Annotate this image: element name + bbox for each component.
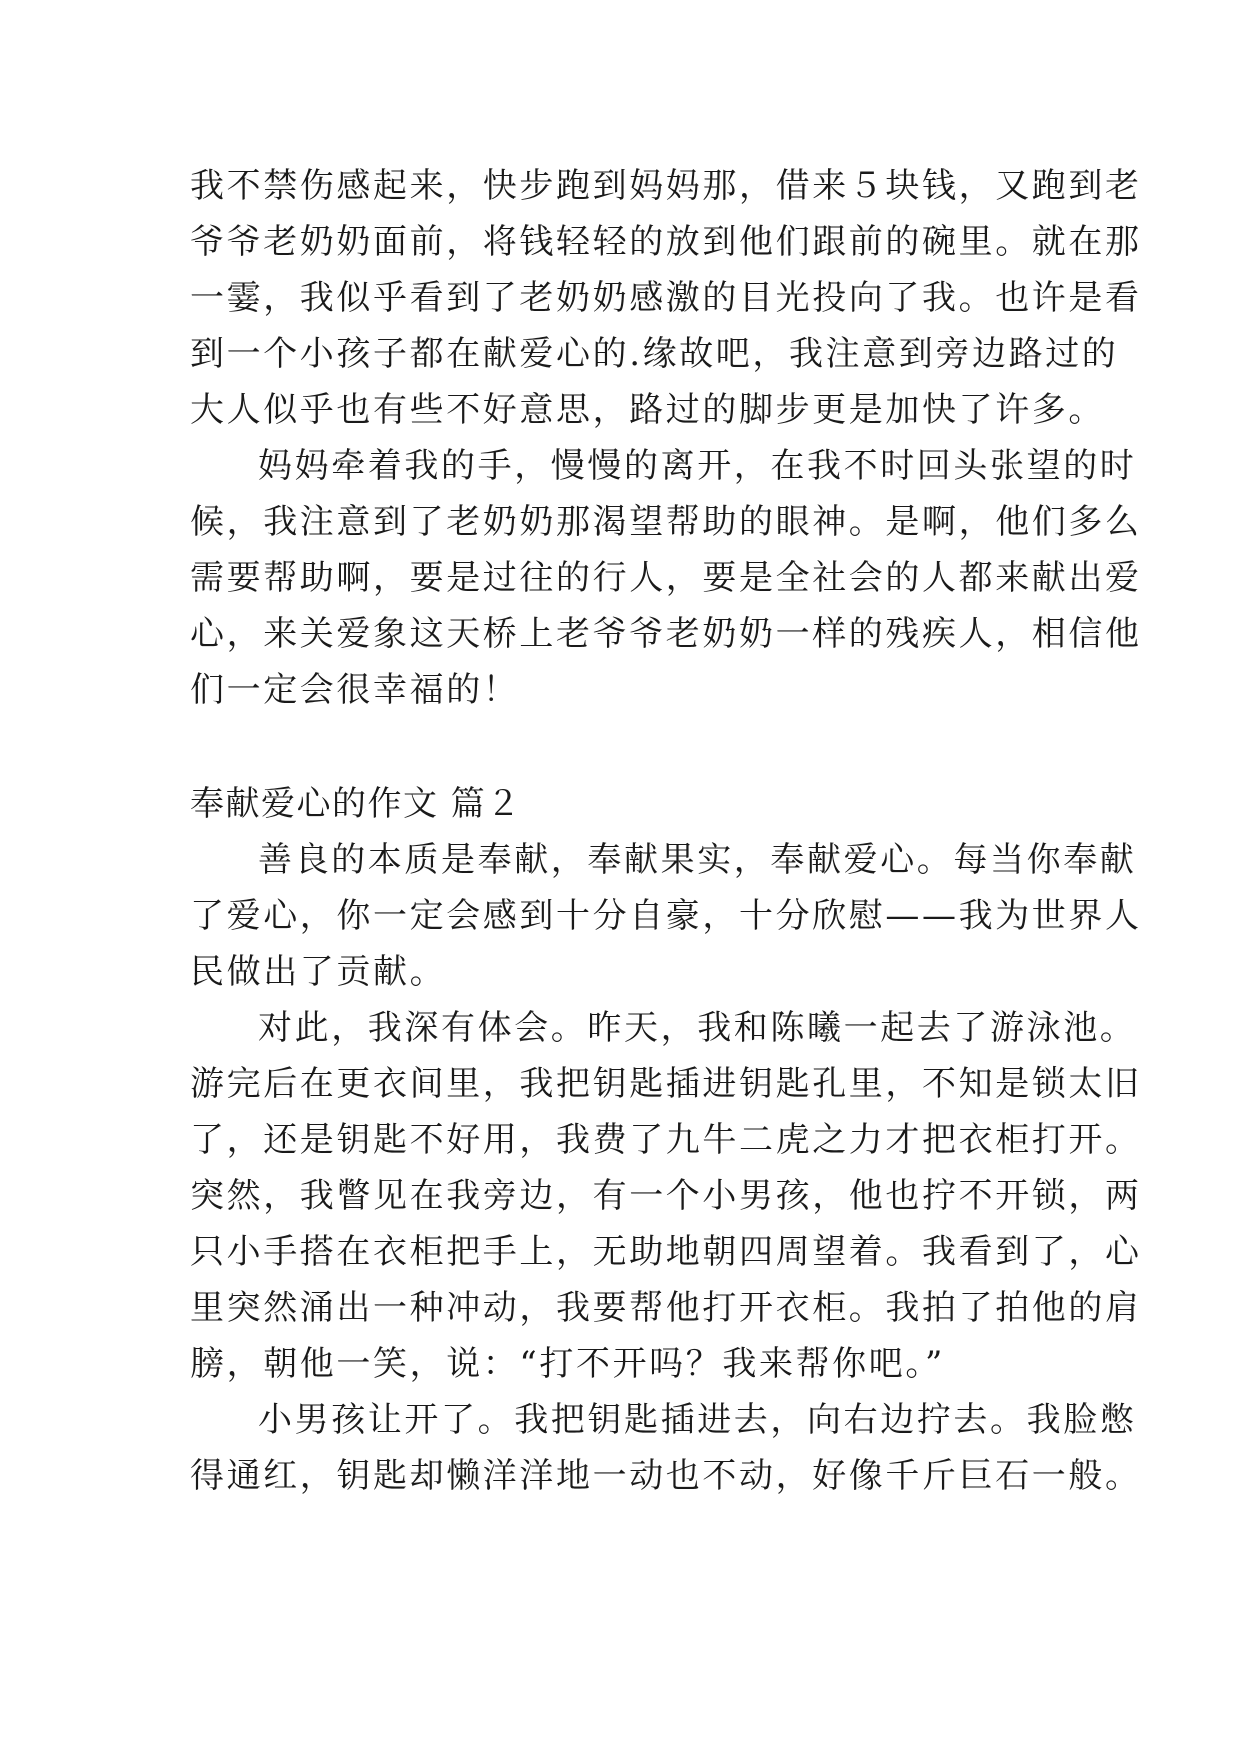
text-line: 爷爷老奶奶面前，将钱轻轻的放到他们跟前的碗里。就在那: [190, 222, 1142, 262]
text-line: 一霎，我似乎看到了老奶奶感激的目光投向了我。也许是看: [190, 278, 1142, 318]
text-line: 我不禁伤感起来，快步跑到妈妈那，借来５块钱，又跑到老: [190, 166, 1142, 206]
text-line: 游完后在更衣间里，我把钥匙插进钥匙孔里，不知是锁太旧: [190, 1064, 1142, 1104]
text-line: 到一个小孩子都在献爱心的.缘故吧，我注意到旁边路过的: [190, 334, 1119, 374]
text-line: 小男孩让开了。我把钥匙插进去，向右边拧去。我脸憋: [258, 1400, 1137, 1440]
text-line: 妈妈牵着我的手，慢慢的离开，在我不时回头张望的时: [258, 446, 1137, 486]
text-line: 善良的本质是奉献，奉献果实，奉献爱心。每当你奉献: [258, 840, 1137, 880]
text-line: 只小手搭在衣柜把手上，无助地朝四周望着。我看到了，心: [190, 1232, 1142, 1272]
text-line: 需要帮助啊，要是过往的行人，要是全社会的人都来献出爱: [190, 558, 1142, 598]
text-line: 了爱心，你一定会感到十分自豪，十分欣慰——我为世界人: [190, 896, 1142, 936]
text-line: 膀，朝他一笑，说：“打不开吗？我来帮你吧。”: [190, 1344, 945, 1384]
text-line: 民做出了贡献。: [190, 952, 447, 992]
text-line: 们一定会很幸福的！: [190, 670, 520, 710]
text-line: 突然，我瞥见在我旁边，有一个小男孩，他也拧不开锁，两: [190, 1176, 1142, 1216]
text-line: 了，还是钥匙不好用，我费了九牛二虎之力才把衣柜打开。: [190, 1120, 1142, 1160]
text-line: 里突然涌出一种冲动，我要帮他打开衣柜。我拍了拍他的肩: [190, 1288, 1142, 1328]
text-line: 得通红，钥匙却懒洋洋地一动也不动，好像千斤巨石一般。: [190, 1456, 1142, 1496]
section-heading: 奉献爱心的作文 篇２: [190, 784, 522, 824]
text-line: 心，来关爱象这天桥上老爷爷老奶奶一样的残疾人，相信他: [190, 614, 1142, 654]
text-line: 候，我注意到了老奶奶那渴望帮助的眼神。是啊，他们多么: [190, 502, 1142, 542]
text-line: 对此，我深有体会。昨天，我和陈曦一起去了游泳池。: [258, 1008, 1137, 1048]
text-line: 大人似乎也有些不好意思，路过的脚步更是加快了许多。: [190, 390, 1105, 430]
